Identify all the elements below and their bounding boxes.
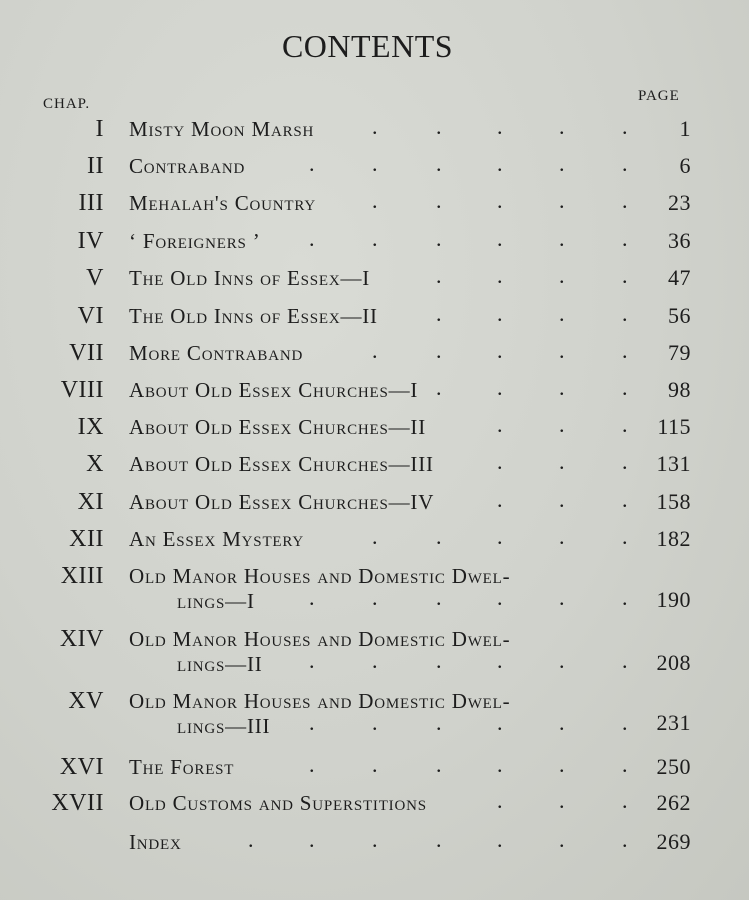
chapter-number: V <box>86 265 104 291</box>
page-title: CONTENTS <box>281 28 454 64</box>
leader-dot: . <box>497 827 503 852</box>
leader-dot: . <box>622 412 628 437</box>
leader-dot: . <box>436 301 442 326</box>
leader-dot: . <box>372 827 378 852</box>
chapter-title: About Old Essex Churches—III <box>129 452 434 476</box>
chapter-title: Index <box>129 830 182 854</box>
leader-dot: . <box>309 827 315 852</box>
page-number: 115 <box>657 414 691 439</box>
leader-dot: . <box>436 188 442 213</box>
leader-dot: . <box>497 585 503 610</box>
leader-dot: . <box>497 301 503 326</box>
page-number: 131 <box>656 451 691 476</box>
leader-dot: . <box>559 487 565 512</box>
leader-dot: . <box>559 827 565 852</box>
toc-entry <box>0 340 749 380</box>
leader-dot: . <box>622 375 628 400</box>
chapter-number: XIII <box>60 563 104 589</box>
leader-dot: . <box>372 188 378 213</box>
leader-dot: . <box>622 710 628 735</box>
toc-entry <box>0 377 749 417</box>
chapter-number: XVII <box>51 790 104 816</box>
page-number: 56 <box>668 303 691 328</box>
leader-dot: . <box>622 648 628 673</box>
leader-dot: . <box>309 226 315 251</box>
toc-entry <box>0 754 749 794</box>
page-number: 231 <box>656 710 691 735</box>
leader-dot: . <box>372 524 378 549</box>
leader-dot: . <box>372 114 378 139</box>
page-number: 182 <box>656 526 691 551</box>
toc-entry <box>0 451 749 491</box>
leader-dot: . <box>622 263 628 288</box>
leader-dot: . <box>497 752 503 777</box>
page-number: 1 <box>679 116 691 141</box>
leader-dot: . <box>622 752 628 777</box>
leader-dot: . <box>559 648 565 673</box>
toc-entry <box>0 688 749 738</box>
leader-dot: . <box>372 151 378 176</box>
toc-entry <box>0 414 749 454</box>
leader-dot: . <box>497 114 503 139</box>
page-number: 269 <box>656 829 691 854</box>
toc-entry <box>0 116 749 156</box>
page-column-header: PAGE <box>638 88 680 104</box>
chapter-title: Misty Moon Marsh <box>129 117 315 141</box>
leader-dot: . <box>497 788 503 813</box>
leader-dot: . <box>622 585 628 610</box>
leader-dot: . <box>497 648 503 673</box>
leader-dot: . <box>559 338 565 363</box>
page-number: 208 <box>656 650 691 675</box>
chapter-title: Old Manor Houses and Domestic Dwel- <box>129 689 511 713</box>
toc-entry <box>0 228 749 268</box>
page-number: 158 <box>656 489 691 514</box>
leader-dot: . <box>436 710 442 735</box>
page-number: 47 <box>668 265 691 290</box>
chapter-number: XVI <box>59 754 104 780</box>
leader-dot: . <box>436 375 442 400</box>
chapter-number: I <box>95 116 104 142</box>
toc-entry <box>0 790 749 830</box>
leader-dot: . <box>559 114 565 139</box>
page-number: 262 <box>656 790 691 815</box>
chapter-number: VI <box>77 303 104 329</box>
leader-dot: . <box>436 114 442 139</box>
leader-dot: . <box>497 710 503 735</box>
leader-dot: . <box>559 585 565 610</box>
leader-dot: . <box>622 226 628 251</box>
leader-dot: . <box>497 263 503 288</box>
chapter-title-continuation: lings—III <box>177 714 271 738</box>
leader-dot: . <box>497 151 503 176</box>
page-number: 36 <box>668 228 691 253</box>
leader-dot: . <box>497 524 503 549</box>
chapter-title: Old Customs and Superstitions <box>129 791 427 815</box>
leader-dot: . <box>497 375 503 400</box>
chapter-title: The Forest <box>129 755 235 779</box>
leader-dot: . <box>309 752 315 777</box>
leader-dot: . <box>622 449 628 474</box>
chapter-number: XV <box>68 688 104 714</box>
leader-dot: . <box>248 827 254 852</box>
chapter-title: The Old Inns of Essex—II <box>129 304 378 328</box>
toc-entry <box>0 526 749 566</box>
toc-entry <box>0 265 749 305</box>
leader-dot: . <box>309 648 315 673</box>
chapter-number: VII <box>69 340 104 366</box>
page-number: 190 <box>656 587 691 612</box>
chapter-title: Mehalah's Country <box>129 191 316 215</box>
leader-dot: . <box>622 114 628 139</box>
leader-dot: . <box>372 710 378 735</box>
leader-dot: . <box>559 788 565 813</box>
leader-dot: . <box>559 449 565 474</box>
toc-entry <box>0 303 749 343</box>
leader-dot: . <box>622 524 628 549</box>
leader-dot: . <box>559 710 565 735</box>
chapter-number: XI <box>77 489 104 515</box>
chapter-title: About Old Essex Churches—II <box>129 415 427 439</box>
page-number: 98 <box>668 377 691 402</box>
leader-dot: . <box>436 827 442 852</box>
leader-dot: . <box>622 827 628 852</box>
leader-dot: . <box>436 151 442 176</box>
chapter-title: Old Manor Houses and Domestic Dwel- <box>129 564 511 588</box>
chapter-title: About Old Essex Churches—I <box>129 378 419 402</box>
chapter-title: About Old Essex Churches—IV <box>129 490 435 514</box>
toc-entry <box>0 153 749 193</box>
leader-dot: . <box>436 524 442 549</box>
leader-dot: . <box>436 648 442 673</box>
leader-dot: . <box>436 752 442 777</box>
leader-dot: . <box>559 524 565 549</box>
chapter-title: ‘ Foreigners ’ <box>129 229 261 253</box>
chapter-title: Old Manor Houses and Domestic Dwel- <box>129 627 511 651</box>
toc-entry <box>0 829 749 869</box>
page-number: 79 <box>668 340 691 365</box>
chapter-number: IX <box>77 414 104 440</box>
leader-dot: . <box>559 375 565 400</box>
chapter-number: II <box>87 153 104 179</box>
leader-dot: . <box>497 487 503 512</box>
leader-dot: . <box>622 188 628 213</box>
page-number: 23 <box>668 190 691 215</box>
leader-dot: . <box>372 226 378 251</box>
leader-dot: . <box>559 226 565 251</box>
leader-dot: . <box>497 338 503 363</box>
leader-dot: . <box>622 301 628 326</box>
leader-dot: . <box>436 226 442 251</box>
leader-dot: . <box>436 338 442 363</box>
chapter-title: More Contraband <box>129 341 304 365</box>
leader-dot: . <box>372 338 378 363</box>
leader-dot: . <box>559 151 565 176</box>
leader-dot: . <box>559 301 565 326</box>
chapter-title-continuation: lings—I <box>177 589 255 613</box>
leader-dot: . <box>622 487 628 512</box>
leader-dot: . <box>309 710 315 735</box>
leader-dot: . <box>559 752 565 777</box>
leader-dot: . <box>309 585 315 610</box>
chapter-title: Contraband <box>129 154 246 178</box>
chapter-number: IV <box>77 228 104 254</box>
chapter-title: An Essex Mystery <box>129 527 304 551</box>
toc-entry <box>0 626 749 676</box>
leader-dot: . <box>372 585 378 610</box>
chapter-title-continuation: lings—II <box>177 652 263 676</box>
leader-dot: . <box>622 151 628 176</box>
chapter-title: The Old Inns of Essex—I <box>129 266 371 290</box>
leader-dot: . <box>497 188 503 213</box>
leader-dot: . <box>497 226 503 251</box>
leader-dot: . <box>372 648 378 673</box>
toc-entry <box>0 190 749 230</box>
chapter-number: X <box>86 451 104 477</box>
leader-dot: . <box>559 263 565 288</box>
leader-dot: . <box>622 338 628 363</box>
leader-dot: . <box>622 788 628 813</box>
leader-dot: . <box>436 263 442 288</box>
leader-dot: . <box>497 449 503 474</box>
toc-entry <box>0 489 749 529</box>
toc-entry <box>0 563 749 613</box>
chapter-column-header: CHAP. <box>43 96 91 112</box>
page-number: 250 <box>656 754 691 779</box>
page-number: 6 <box>679 153 691 178</box>
chapter-number: XII <box>69 526 104 552</box>
leader-dot: . <box>559 412 565 437</box>
chapter-number: VIII <box>60 377 104 403</box>
chapter-number: III <box>78 190 104 216</box>
leader-dot: . <box>559 188 565 213</box>
leader-dot: . <box>436 585 442 610</box>
leader-dot: . <box>309 151 315 176</box>
leader-dot: . <box>497 412 503 437</box>
leader-dot: . <box>372 752 378 777</box>
chapter-number: XIV <box>59 626 104 652</box>
